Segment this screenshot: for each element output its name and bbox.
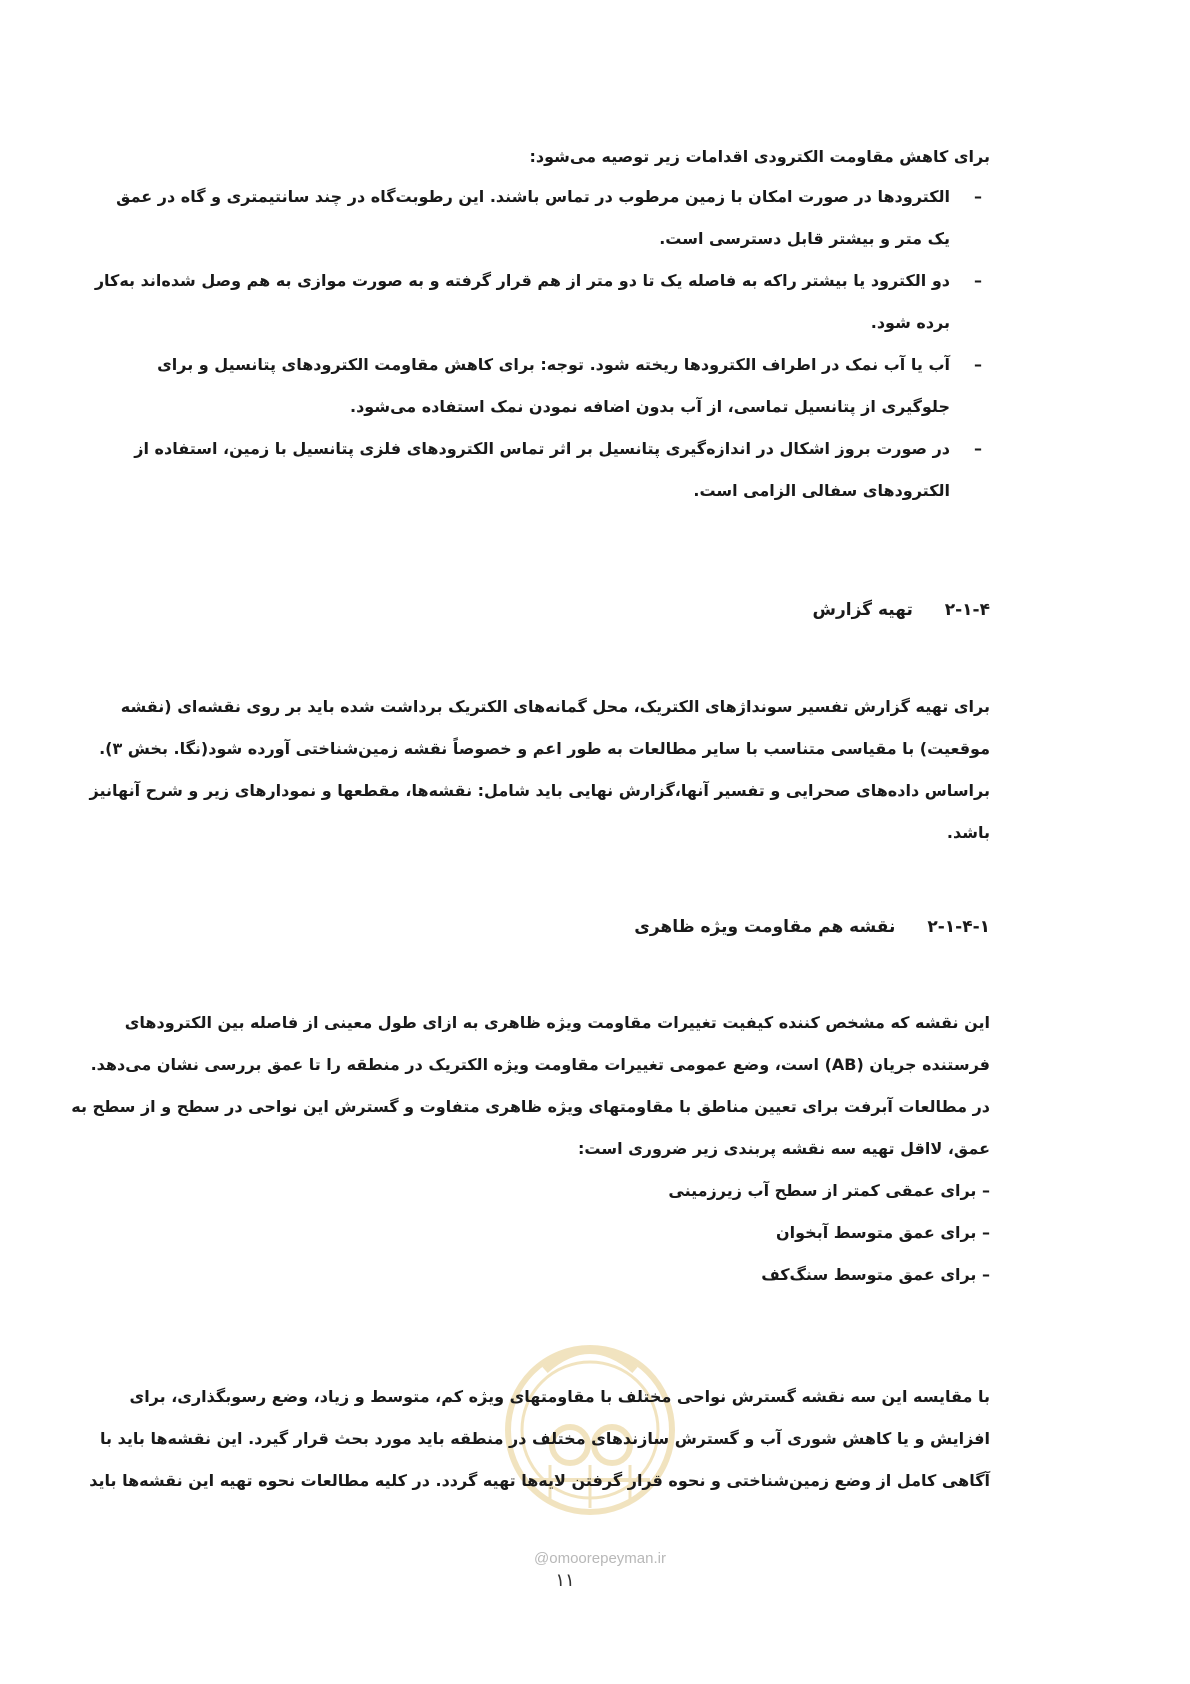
watermark-site: @omoorepeyman.ir: [534, 1550, 666, 1567]
bullet-line: جلوگیری از پتانسیل تماسی، از آب بدون اضافه نمودن نمک استفاده می‌شود.: [350, 397, 950, 416]
bullet-line: دو الکترود یا بیشتر راکه به فاصله یک تا دو متر از هم قرار گرفته و به صورت موازی به هم وصل شده‌اند به‌کار: [94, 271, 950, 290]
paragraph-line: آگاهی کامل از وضع زمین‌شناختی و نحوه قرار گرفتن لایه‌ها تهیه گردد. در کلیه مطالعات نحوه تهیه این نقشه‌ها باید: [89, 1471, 990, 1490]
bullet-dash: –: [974, 271, 982, 290]
bullet-dash: –: [974, 355, 982, 374]
bullet-item: [94, 260, 990, 344]
paragraph-line: موقعیت) با مقیاسی متناسب با سایر مطالعات به طور اعم و خصوصاً نقشه زمین‌شناختی آورده شود(نگا. بخش ۳).: [99, 739, 990, 758]
comparison-paragraph: [89, 1376, 990, 1502]
intro-text: [140, 136, 990, 178]
paragraph-line: باشد.: [946, 823, 990, 842]
section-heading-report: [813, 600, 990, 620]
bullet-line: یک متر و بیشتر قابل دسترسی است.: [659, 229, 950, 248]
report-paragraph: [89, 686, 990, 854]
list-item: – برای عمقی کمتر از سطح آب زیرزمینی: [668, 1181, 990, 1200]
bullet-item: [134, 428, 990, 512]
resistivity-paragraph: [71, 1002, 990, 1170]
paragraph-line: براساس داده‌های صحرایی و تفسیر آنها،گزارش نهایی باید شامل: نقشه‌ها، مقطعها و نمودارهای زیر و شرح آنهانیز: [89, 781, 990, 800]
bullet-item: [116, 176, 990, 260]
section-title: نقشه هم مقاومت ویژه ظاهری: [634, 917, 896, 937]
paragraph-line: عمق، لااقل تهیه سه نقشه پربندی زیر ضروری است:: [578, 1139, 990, 1158]
section-number: ۲-۱-۴: [944, 600, 990, 620]
bullet-item: [140, 344, 990, 428]
bullet-line: آب یا آب نمک در اطراف الکترودها ریخته شود. توجه: برای کاهش مقاومت الکترودهای پتانسیل و برای: [157, 355, 950, 374]
list-item: – برای عمق متوسط آبخوان: [776, 1223, 990, 1242]
paragraph-line: در مطالعات آبرفت برای تعیین مناطق با مقاومتهای ویژه ظاهری متفاوت و گسترش این نواحی در سطح و از سطح به: [71, 1097, 990, 1116]
bullet-line: الکترودهای سفالی الزامی است.: [693, 481, 950, 500]
bullet-line: الکترودها در صورت امکان با زمین مرطوب در تماس باشند. این رطوبت‌گاه در چند سانتیمتری و گاه در عمق: [116, 187, 950, 206]
bullet-line: در صورت بروز اشکال در اندازه‌گیری پتانسیل بر اثر تماس الکترودهای فلزی پتانسیل با زمین، استفاده از: [134, 439, 950, 458]
paragraph-line: این نقشه که مشخص کننده کیفیت تغییرات مقاومت ویژه ظاهری به ازای طول معینی از فاصله بین الکترودهای: [124, 1013, 990, 1032]
paragraph-line: برای تهیه گزارش تفسیر سونداژهای الکتریک، محل گمانه‌های الکتریک برداشت شده باید بر روی نقشه‌ای (نقشه: [120, 697, 990, 716]
list-item: – برای عمق متوسط سنگ‌کف: [761, 1265, 990, 1284]
bullet-list: [94, 176, 990, 512]
paragraph-line: با مقایسه این سه نقشه گسترش نواحی مختلف با مقاومتهای ویژه کم، متوسط و زیاد، وضع رسوبگذاری، برای: [129, 1387, 990, 1406]
section-number: ۲-۱-۴-۱: [927, 917, 990, 937]
paragraph-line: فرستنده جریان (AB) است، وضع عمومی تغییرات مقاومت ویژه الکتریک در منطقه را تا عمق بررسی نشان می‌دهد.: [90, 1055, 990, 1074]
depth-list: [140, 1170, 990, 1296]
section-title: تهیه گزارش: [812, 600, 913, 620]
bullet-line: برده شود.: [870, 313, 950, 332]
paragraph-line: افزایش و یا کاهش شوری آب و گسترش سازندهای مختلف در منطقه باید مورد بحث قرار گیرد. این نقشه‌ها باید با: [100, 1429, 990, 1448]
section-heading-resistivity-map: [634, 917, 990, 937]
bullet-dash: –: [974, 187, 982, 206]
intro-line: برای کاهش مقاومت الکترودی اقدامات زیر توصیه می‌شود:: [529, 147, 990, 166]
bullet-dash: –: [974, 439, 982, 458]
page-number: ۱۱: [555, 1570, 575, 1591]
